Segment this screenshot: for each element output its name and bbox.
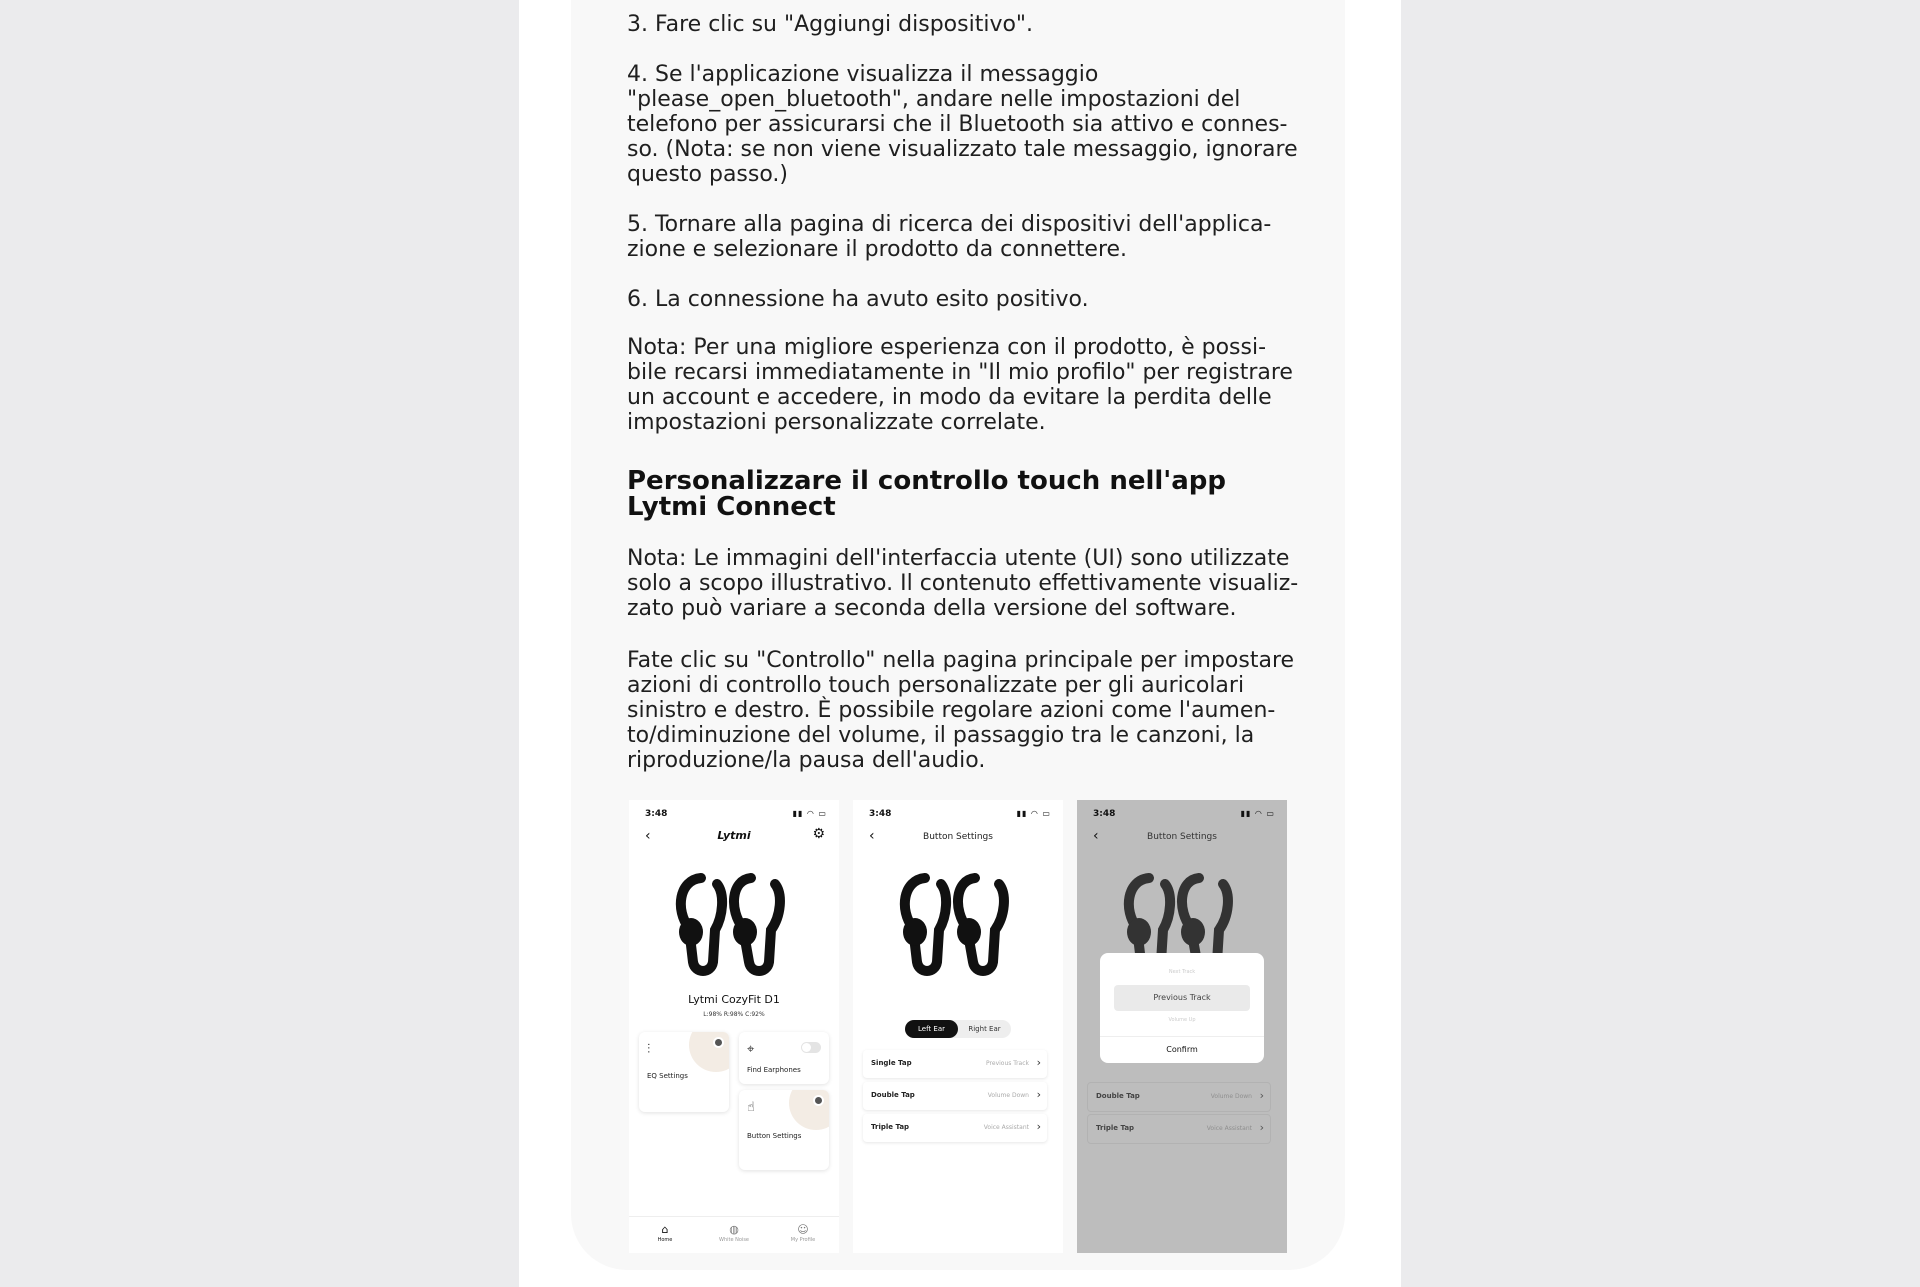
note-profile-text: Nota: Per una migliore esperienza con il prodotto, è possi- bile recarsi immediatamente in "Il mio profilo" per registrare un account e accedere, in modo da evitare la perdita delle impostazioni personalizzate correlate. xyxy=(627,335,1293,435)
tile-indicator-dot xyxy=(813,1095,824,1106)
chevron-right-icon: › xyxy=(1036,1120,1041,1133)
user-icon: ☺ xyxy=(797,1223,809,1236)
status-time: 3:48 xyxy=(645,809,668,819)
chevron-right-icon: › xyxy=(1259,1089,1264,1102)
status-time: 3:48 xyxy=(869,809,892,819)
double-tap-row[interactable]: Double Tap Volume Down › xyxy=(863,1082,1047,1110)
picker-option[interactable]: Next Track xyxy=(1168,969,1196,975)
status-time: 3:48 xyxy=(1093,809,1116,819)
left-ear-tab[interactable]: Left Ear xyxy=(905,1020,958,1038)
instructions-text: Fate clic su "Controllo" nella pagina principale per impostare azioni di controllo touch personalizzate per gli auricolari sinistro e destro. È possibile regolare azioni come l'aumen- to/diminuzione del volume, il passaggio tra le canzoni, la riproduzione/la pausa dell'audio. xyxy=(627,648,1295,773)
phone-screenshot-home xyxy=(629,800,839,1253)
note-ui-text: Nota: Le immagini dell'interfaccia utente (UI) sono utilizzate solo a scopo illustrativo. Il contenuto effettivamente visualiz- zato può variare a seconda della versione del software. xyxy=(627,546,1299,621)
screen-title: Button Settings xyxy=(1147,832,1217,842)
step-4-text: 4. Se l'applicazione visualizza il messaggio "please_open_bluetooth", andare nelle impostazioni del telefono per assicurarsi che il Bluetooth sia attivo e connes- so. (Nota: se non viene visualizzato tale messaggio, ignorare questo passo.) xyxy=(627,62,1298,187)
earbuds-image xyxy=(671,870,799,980)
device-name: Lytmi CozyFit D1 xyxy=(688,993,780,1006)
triple-tap-row[interactable]: Triple Tap Voice Assistant › xyxy=(1087,1114,1271,1144)
tile-indicator-dot xyxy=(713,1037,724,1048)
right-ear-tab[interactable]: Right Ear xyxy=(968,1025,1001,1033)
section-heading: Personalizzare il controllo touch nell'app Lytmi Connect xyxy=(627,466,1227,522)
back-chevron-icon[interactable]: ‹ xyxy=(869,828,875,844)
back-chevron-icon[interactable]: ‹ xyxy=(645,828,651,844)
chevron-right-icon: › xyxy=(1259,1121,1264,1134)
button-settings-label: Button Settings xyxy=(747,1132,802,1140)
gear-icon[interactable]: ⚙ xyxy=(812,826,825,842)
triple-tap-row[interactable]: Triple Tap Voice Assistant › xyxy=(863,1114,1047,1142)
battery-levels: L:98% R:98% C:92% xyxy=(703,1011,765,1018)
eq-settings-label: EQ Settings xyxy=(647,1072,688,1080)
confirm-button[interactable]: Confirm xyxy=(1100,1036,1264,1063)
home-icon: ⌂ xyxy=(661,1223,669,1236)
eq-settings-tile[interactable] xyxy=(639,1032,729,1112)
bottom-tab-bar xyxy=(629,1216,839,1253)
picker-option[interactable]: Volume Up xyxy=(1168,1017,1196,1023)
phone-screenshot-picker xyxy=(1077,800,1287,1253)
status-icons: ▮▮ ◠ ▭ xyxy=(792,809,827,818)
back-chevron-icon[interactable]: ‹ xyxy=(1093,828,1099,844)
phone-screenshot-button-settings xyxy=(853,800,1063,1253)
step-3-text: 3. Fare clic su "Aggiungi dispositivo". xyxy=(627,12,1034,37)
screen-title: Button Settings xyxy=(923,832,993,842)
double-tap-row[interactable]: Double Tap Volume Down › xyxy=(1087,1082,1271,1112)
earbuds-image xyxy=(895,870,1023,980)
location-pin-icon: ⌖ xyxy=(747,1042,755,1057)
find-earphones-toggle[interactable] xyxy=(801,1042,821,1053)
step-5-text: 5. Tornare alla pagina di ricerca dei dispositivi dell'applica- zione e selezionare il prodotto da connettere. xyxy=(627,212,1272,262)
status-icons: ▮▮ ◠ ▭ xyxy=(1240,809,1275,818)
hand-pointer-icon: ☝ xyxy=(747,1100,755,1115)
app-logo: Lytmi xyxy=(717,829,751,842)
planet-icon: ◍ xyxy=(729,1223,739,1236)
find-earphones-label: Find Earphones xyxy=(747,1066,801,1074)
action-picker-modal xyxy=(1100,953,1264,1063)
tile-glow xyxy=(789,1090,829,1130)
tab-my-profile[interactable]: ☺ My Profile xyxy=(773,1223,833,1243)
picker-selected-option[interactable]: Previous Track xyxy=(1114,985,1250,1011)
status-icons: ▮▮ ◠ ▭ xyxy=(1016,809,1051,818)
equalizer-icon: ⫶ xyxy=(647,1042,651,1057)
ear-segmented-control xyxy=(905,1020,1011,1038)
tab-white-noise[interactable]: ◍ White Noise xyxy=(704,1223,764,1243)
find-earphones-tile[interactable] xyxy=(739,1032,829,1084)
chevron-right-icon: › xyxy=(1036,1056,1041,1069)
step-6-text: 6. La connessione ha avuto esito positivo. xyxy=(627,287,1089,312)
chevron-right-icon: › xyxy=(1036,1088,1041,1101)
single-tap-row[interactable]: Single Tap Previous Track › xyxy=(863,1050,1047,1078)
button-settings-tile[interactable] xyxy=(739,1090,829,1170)
tile-glow xyxy=(689,1032,729,1072)
tab-home[interactable]: ⌂ Home xyxy=(635,1223,695,1243)
